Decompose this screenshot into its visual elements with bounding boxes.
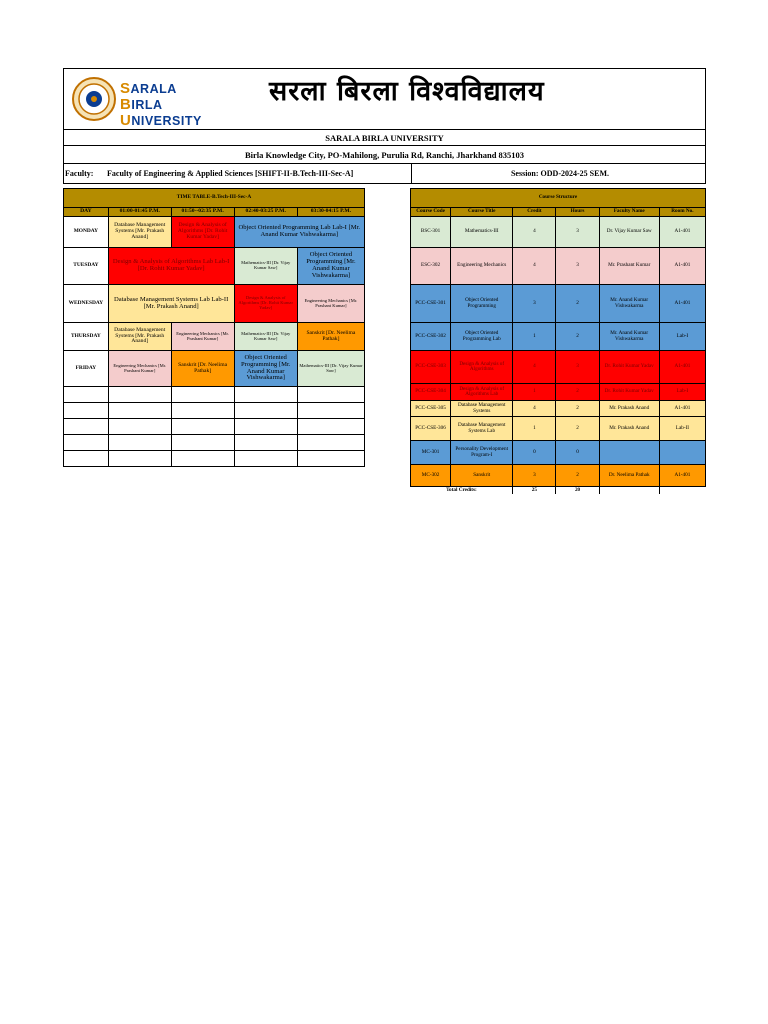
slot-cell: Mathematics-III [Dr. Vijay Kumar Saw]	[234, 323, 297, 351]
seal-icon	[72, 77, 116, 121]
table-row: PCC-CSE-301 Object Oriented Programming 3 2 Mr. Anand Kumar Vishwakarma A1-401	[411, 285, 706, 323]
university-header	[63, 68, 706, 130]
slot-cell: Mathematics-III [Dr. Vijay Kumar Saw]	[297, 351, 364, 387]
table-row: PCC-CSE-304 Design & Analysis of Algorithms Lab 1 2 Dr. Rohit Kumar Yadav Lab-I	[411, 384, 706, 401]
slot-cell: Object Oriented Programming [Mr. Anand Kumar Vishwakarma]	[297, 248, 364, 285]
table-row: BSC-301 Mathematics-III 4 3 Dr. Vijay Kumar Saw A1-401	[411, 217, 706, 248]
day-monday: MONDAY	[64, 217, 109, 248]
hindi-title: सरला बिरला विश्वविद्यालय	[269, 76, 545, 107]
slot-cell: Engineering Mechanics [Mr. Prashant Kumar]	[171, 323, 234, 351]
slot-cell: Design & Analysis of Algorithms Lab Lab-I [Dr. Rohit Kumar Yadav]	[108, 248, 234, 285]
slot-cell: Database Management Systems Lab Lab-II [Mr. Prakash Anand]	[108, 285, 234, 323]
col-header-slot-3: 02:40-03:25 P.M.	[234, 208, 297, 217]
day-tuesday: TUESDAY	[64, 248, 109, 285]
faculty-value: Faculty of Engineering & Applied Sciences [SHIFT-II-B.Tech-III-Sec-A]	[107, 169, 354, 178]
col-header-slot-4: 03:30-04:15 P.M.	[297, 208, 364, 217]
col-header-room-no: Room No.	[659, 208, 705, 217]
slot-cell: Design & Analysis of Algorithms [Dr. Rohit Kumar Yadav]	[234, 285, 297, 323]
col-header-day: DAY	[64, 208, 109, 217]
col-header-hours: Hours	[556, 208, 599, 217]
col-header-course-code: Course Code	[411, 208, 451, 217]
slot-cell: Mathematics-III [Dr. Vijay Kumar Saw]	[234, 248, 297, 285]
day-wednesday: WEDNESDAY	[64, 285, 109, 323]
university-name: SARALA BIRLA UNIVERSITY	[63, 130, 706, 146]
table-row: MC-302 Sanskrit 3 2 Dr. Neelima Pathak A1-401	[411, 465, 706, 487]
slot-cell: Object Oriented Programming Lab Lab-I [Mr. Anand Kumar Vishwakarma]	[234, 217, 364, 248]
slot-cell: Object Oriented Programming [Mr. Anand Kumar Vishwakarma]	[234, 351, 297, 387]
day-thursday: THURSDAY	[64, 323, 109, 351]
course-structure-title: Course Structure	[411, 189, 706, 208]
slot-cell: Engineering Mechanics [Mr. Prashant Kumar]	[297, 285, 364, 323]
table-row: PCC-CSE-306 Database Management Systems Lab 1 2 Mr. Prakash Anand Lab-II	[411, 417, 706, 441]
day-friday: FRIDAY	[64, 351, 109, 387]
university-address: Birla Knowledge City, PO-Mahilong, Purulia Rd, Ranchi, Jharkhand 835103	[63, 146, 706, 164]
timetable-title: TIME TABLE-B.Tech-III-Sec-A	[64, 189, 365, 208]
col-header-slot-2: 01:50--02:35 P.M.	[171, 208, 234, 217]
col-header-faculty-name: Faculty Name	[599, 208, 659, 217]
table-row: PCC-CSE-305 Database Management Systems 4 2 Mr. Prakash Anand A1-401	[411, 401, 706, 417]
slot-cell: Sanskrit [Dr. Neelima Pathak]	[297, 323, 364, 351]
total-credits-row	[411, 487, 706, 495]
table-row: PCC-CSE-302 Object Oriented Programming Lab 1 2 Mr. Anand Kumar Vishwakarma Lab-I	[411, 323, 706, 351]
slot-cell: Database Management Systems [Mr. Prakash Anand]	[108, 217, 171, 248]
slot-cell: Engineering Mechanics [Mr. Prashant Kumar]	[108, 351, 171, 387]
logo-line-3: NIVERSITY	[131, 114, 202, 128]
timetable-grid	[63, 188, 365, 467]
logo-line-2: IRLA	[131, 98, 163, 112]
faculty-label: Faculty:	[65, 169, 94, 178]
logo-line-1: ARALA	[130, 82, 177, 96]
total-credits-label: Total Credits:	[411, 487, 513, 495]
table-row: PCC-CSE-303 Design & Analysis of Algorithms 4 3 Dr. Rohit Kumar Yadav A1-401	[411, 351, 706, 384]
timetable-sheet	[63, 68, 706, 506]
logo-wordmark: SARALA BIRLA UNIVERSITY	[120, 80, 202, 129]
table-row: ESC-302 Engineering Mechanics 4 3 Mr. Prashant Kumar A1-401	[411, 248, 706, 285]
total-credit-value: 25	[513, 487, 556, 495]
faculty-row	[63, 164, 706, 184]
total-hours-value: 20	[556, 487, 599, 495]
col-header-credit: Credit	[513, 208, 556, 217]
course-structure-table	[410, 188, 706, 494]
slot-cell: Sanskrit [Dr. Neelima Pathak]	[171, 351, 234, 387]
university-logo	[70, 75, 210, 127]
slot-cell: Design & Analysis of Algorithms [Dr. Rohit Kumar Yadav]	[171, 217, 234, 248]
col-header-course-title: Course Title	[451, 208, 513, 217]
table-row: MC-301 Personality Development Program-I 0 0	[411, 441, 706, 465]
slot-cell: Database Management Systems [Mr. Prakash Anand]	[108, 323, 171, 351]
session-label: Session: ODD-2024-25 SEM.	[411, 164, 708, 183]
col-header-slot-1: 01:00-01:45 P.M.	[108, 208, 171, 217]
